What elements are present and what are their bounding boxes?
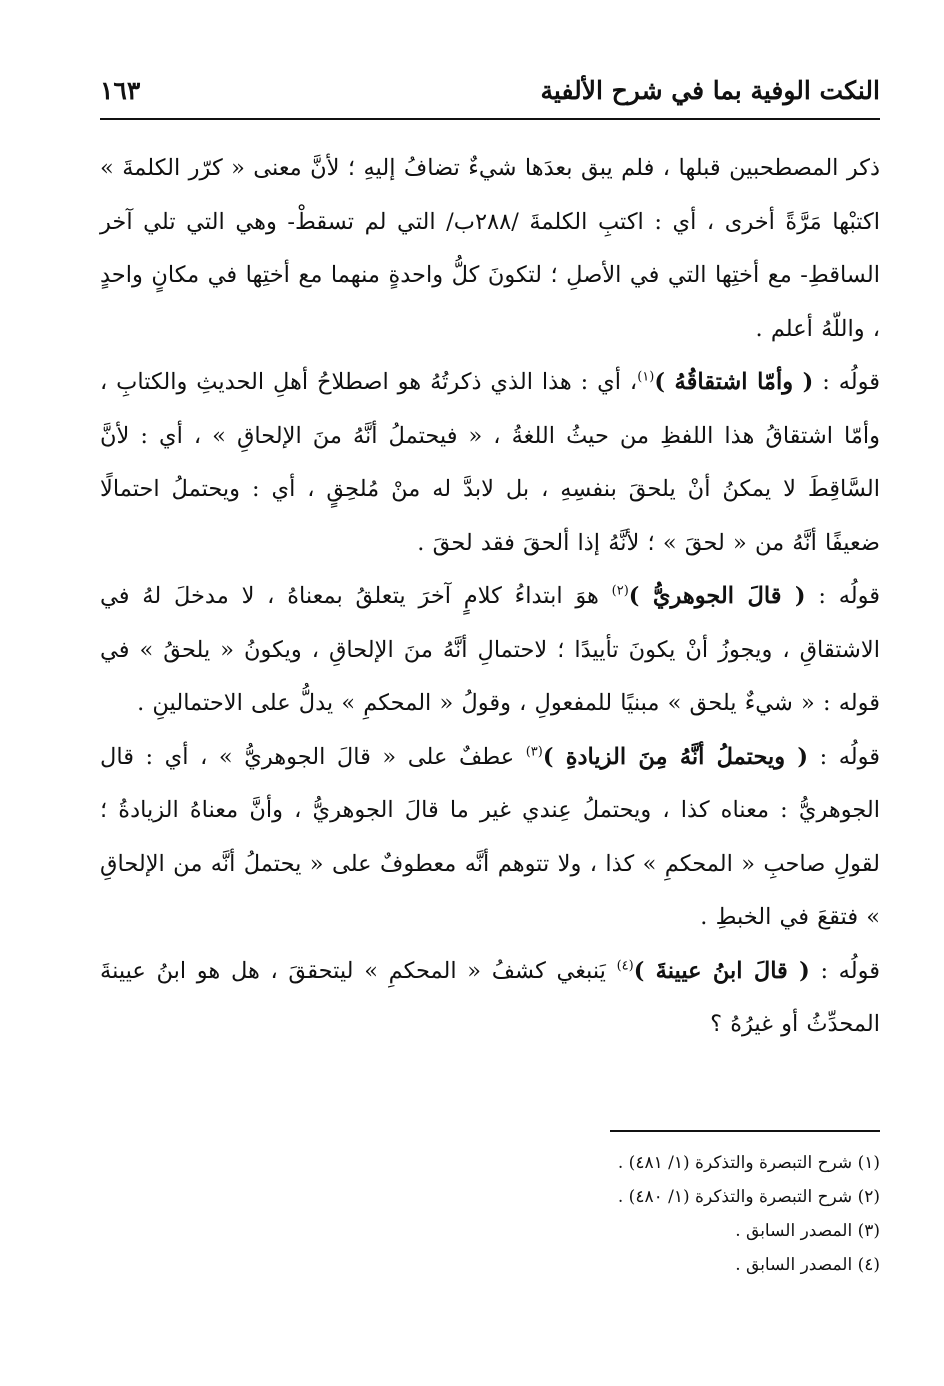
book-page bbox=[100, 62, 880, 1362]
paragraph-text: هوَ ابتداءُ كلامٍ آخرَ يتعلقُ بمعناهُ ، لا مدخلَ لهُ في الاشتقاقِ ، ويجوزُ أنْ يكونَ تأييدًا ؛ لاحتمالِ أنَّهُ منَ الإلحاقِ ، ويكونُ « يلحقُ » في قوله : « شيءٌ يلحق » مبنيًا للمفعولِ ، وقولُ « المحكمِ » يدلُّ على الاحتمالينِ . bbox=[100, 583, 880, 716]
quoted-phrase: ( وأمّا اشتقاقُهُ ) bbox=[654, 369, 814, 395]
paragraph-2 bbox=[100, 356, 880, 570]
main-text bbox=[100, 142, 880, 1052]
paragraph-text: عطفٌ على « قالَ الجوهريُّ » ، أي : قال الجوهريُّ : معناه كذا ، ويحتملُ عِندي غير ما قالَ الجوهريُّ ، وأنَّ معناهُ الزيادةُ ؛ لقولِ صاحبِ « المحكمِ » كذا ، ولا تتوهم أنَّه معطوفٌ على « يحتملُ أنَّه من الإلحاقِ » فتقعَ في الخبطِ . bbox=[100, 743, 880, 930]
paragraph-5 bbox=[100, 945, 880, 1052]
paragraph-text: ذكر المصطحبين قبلها ، فلم يبق بعدَها شيءٌ تضافُ إليهِ ؛ لأنَّ معنى « كرّر الكلمةَ » اكتبْها مَرَّةً أخرى ، أي : اكتبِ الكلمةَ /٢٨٨ب/ التي لم تسقطْ- وهي التي تلي آخر الساقطِ- مع أختِها التي في الأصلِ ؛ لتكونَ كلُّ واحدةٍ منهما مع أختِها في مكانٍ واحدٍ ، واللّهُ أعلم . bbox=[100, 155, 881, 342]
footnotes bbox=[100, 1130, 880, 1282]
quoted-phrase: ( قالَ الجوهريُّ ) bbox=[628, 583, 806, 609]
paragraph-text: ، أي : هذا الذي ذكرتُهُ هو اصطلاحُ أهلِ الحديثِ والكتابِ ، وأمّا اشتقاقُ هذا اللفظِ من حيثُ اللغةُ ، « فيحتملُ أنَّهُ منَ الإلحاقِ » ، أي : لأنَّ السَّاقِطَ لا يمكنُ أنْ يلحقَ بنفسِهِ ، بل لابدَّ له منْ مُلحِقٍ ، أي : ويحتملُ احتمالًا ضعيفًا أنَّهُ من « لحقَ » ؛ لأنَّهُ إذا ألحقَ فقد لحقَ . bbox=[100, 369, 880, 556]
page-number: ١٦٣ bbox=[100, 75, 141, 105]
quoted-phrase: ( ويحتملُ أنَّهُ مِنَ الزيادةِ ) bbox=[542, 743, 809, 770]
footnote-2: (٢) شرح التبصرة والتذكرة (١/ ٤٨٠) . bbox=[617, 1187, 880, 1207]
paragraph-text: يَنبغي كشفُ « المحكمِ » ليتحققَ ، هل هو ابنُ عيينةَ المحدِّثُ أو غيرُهُ ؟ bbox=[100, 957, 880, 1037]
running-title: النكت الوفية بما في شرح الألفية bbox=[540, 75, 880, 105]
paragraph-lead: قولُه : bbox=[805, 583, 880, 609]
footnote-ref: (٣) bbox=[525, 744, 543, 759]
footnote-separator bbox=[610, 1130, 880, 1132]
paragraph-lead: قولُه : bbox=[809, 957, 880, 984]
footnote-4: (٤) المصدر السابق . bbox=[735, 1255, 880, 1275]
footnote-ref: (١) bbox=[637, 369, 655, 385]
page-header bbox=[100, 62, 880, 120]
paragraph-1 bbox=[100, 142, 880, 356]
paragraph-lead: قولُه : bbox=[813, 369, 880, 395]
quoted-phrase: ( قالَ ابنُ عيينةَ ) bbox=[633, 957, 810, 984]
paragraph-3 bbox=[100, 570, 880, 731]
footnote-3: (٣) المصدر السابق . bbox=[735, 1221, 880, 1241]
footnote-ref: (٢) bbox=[611, 583, 629, 599]
paragraph-4 bbox=[100, 731, 880, 945]
paragraph-lead: قولُه : bbox=[808, 743, 881, 770]
footnote-1: (١) شرح التبصرة والتذكرة (١/ ٤٨١) . bbox=[617, 1153, 880, 1173]
footnote-ref: (٤) bbox=[616, 958, 634, 973]
